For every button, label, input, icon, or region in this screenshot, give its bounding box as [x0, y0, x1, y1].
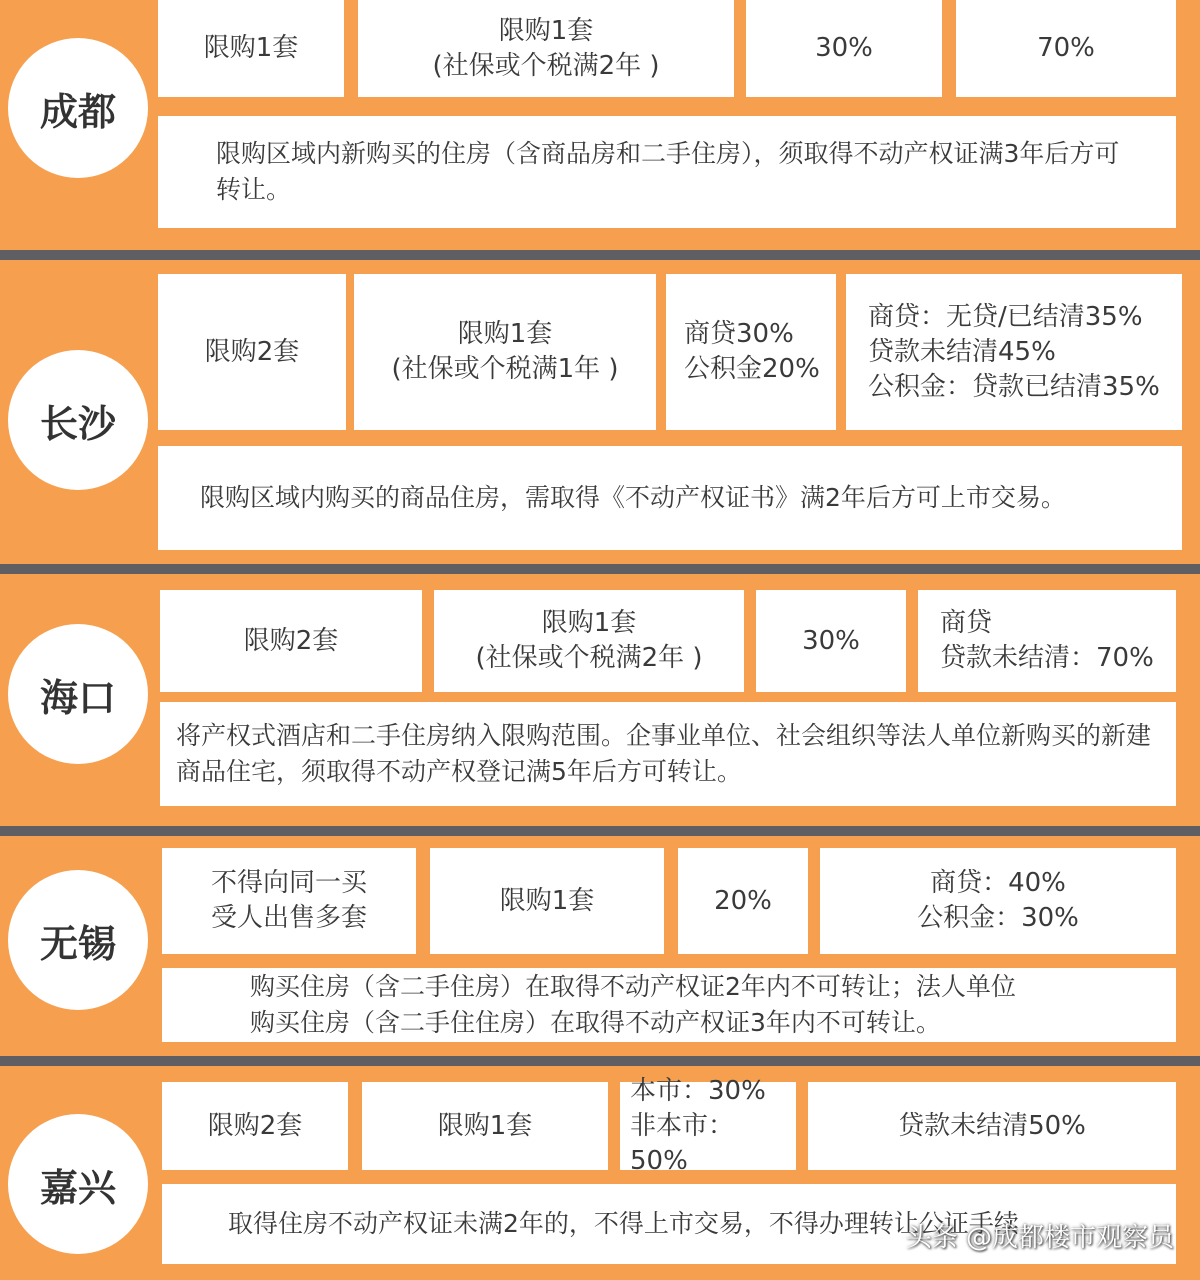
down-payment-cell: 20% [678, 848, 808, 954]
down-payment-cell: 30% [746, 0, 942, 97]
city-badge [8, 350, 148, 490]
second-home-cell: 商贷 贷款未结清：70% [918, 590, 1176, 692]
city-badge [8, 1114, 148, 1254]
city-name: 无锡 [39, 921, 116, 966]
nonlocal-limit-cell: 限购1套 (社保或个税满2年 ) [358, 0, 734, 97]
section-divider [0, 826, 1200, 836]
policy-note: 限购区域内购买的商品住房，需取得《不动产权证书》满2年后方可上市交易。 [158, 446, 1182, 550]
section-divider [0, 250, 1200, 260]
purchase-limit-cell: 限购1套 [158, 0, 344, 97]
section-haikou [0, 574, 1200, 824]
purchase-limit-cell: 限购2套 [158, 274, 346, 430]
section-divider [0, 564, 1200, 574]
policy-note: 将产权式酒店和二手住房纳入限购范围。企事业单位、社会组织等法人单位新购买的新建商品住宅，须取得不动产权登记满5年后方可转让。 [160, 702, 1176, 806]
down-payment-cell: 本市：30% 非本市：50% [620, 1082, 796, 1170]
watermark: 头条 @成都楼市观察员 [905, 1223, 1174, 1253]
policy-note: 限购区域内新购买的住房（含商品房和二手住房），须取得不动产权证满3年后方可转让。 [158, 116, 1176, 228]
city-badge [8, 38, 148, 178]
city-name: 海口 [39, 675, 116, 720]
second-home-cell: 贷款未结清50% [808, 1082, 1176, 1170]
purchase-limit-cell: 限购2套 [160, 590, 422, 692]
city-name: 嘉兴 [39, 1165, 116, 1210]
policy-note: 取得住房不动产权证未满2年的，不得上市交易，不得办理转让公证手续 [162, 1184, 1176, 1264]
down-payment-cell: 30% [756, 590, 906, 692]
nonlocal-limit-cell: 限购1套 (社保或个税满1年 ) [354, 274, 656, 430]
purchase-limit-cell: 不得向同一买 受人出售多套 [162, 848, 416, 954]
purchase-limit-cell: 限购2套 [162, 1082, 348, 1170]
policy-note: 购买住房（含二手住房）在取得不动产权证2年内不可转让；法人单位 购买住房（含二手住住房）在取得不动产权证3年内不可转让。 [162, 968, 1176, 1042]
nonlocal-limit-cell: 限购1套 (社保或个税满2年 ) [434, 590, 744, 692]
second-home-cell: 商贷：40% 公积金：30% [820, 848, 1176, 954]
section-wuxi [0, 836, 1200, 1054]
city-name: 长沙 [39, 401, 116, 446]
nonlocal-limit-cell: 限购1套 [362, 1082, 608, 1170]
city-name: 成都 [39, 89, 116, 134]
city-badge [8, 870, 148, 1010]
second-home-cell: 70% [956, 0, 1176, 97]
down-payment-cell: 商贷30% 公积金20% [666, 274, 836, 430]
section-divider [0, 1056, 1200, 1066]
nonlocal-limit-cell: 限购1套 [430, 848, 664, 954]
city-badge [8, 624, 148, 764]
second-home-cell: 商贷：无贷/已结清35% 贷款未结清45% 公积金：贷款已结清35% [846, 274, 1182, 430]
section-chengdu [0, 0, 1200, 248]
section-changsha [0, 260, 1200, 562]
